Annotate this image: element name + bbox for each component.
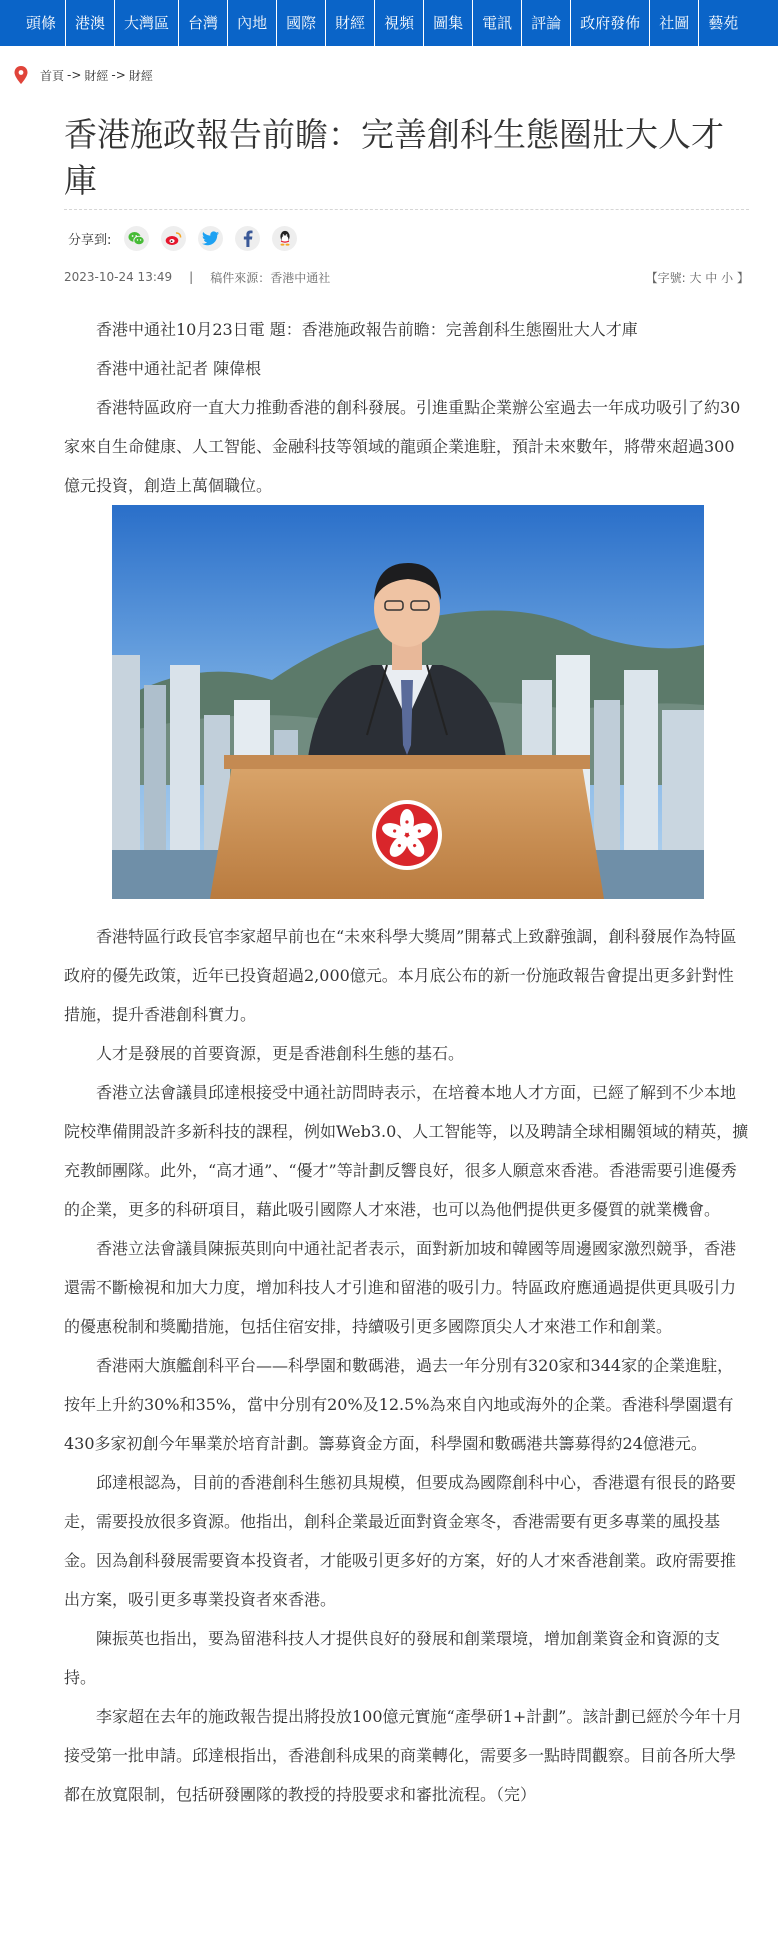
top-navigation xyxy=(0,0,778,46)
nav-item-video[interactable]: 視頻 xyxy=(375,0,424,46)
nav-item-greater-bay[interactable]: 大灣區 xyxy=(115,0,179,46)
facebook-icon[interactable] xyxy=(235,226,260,251)
nav-item-gallery[interactable]: 圖集 xyxy=(424,0,473,46)
share-bar xyxy=(68,224,309,252)
share-label: 分享到: xyxy=(68,232,112,248)
article-photo xyxy=(112,505,704,899)
breadcrumb-separator: -> xyxy=(67,68,82,82)
title-divider xyxy=(64,209,749,210)
qq-icon[interactable] xyxy=(272,226,297,251)
article-paragraph: 香港立法會議員邱達根接受中通社訪問時表示，在培養本地人才方面，已經了解到不少本地院校準備開設許多新科技的課程，例如Web3.0、人工智能等，以及聘請全球相關領域的精英，擴充教師團隊。此外，“高才通”、“優才”等計劃反響良好，很多人願意來香港。香港需要引進優秀的企業，更多的科研項目，藉此吸引國際人才來港，也可以為他們提供更多優質的就業機會。 xyxy=(64,1083,749,1219)
publish-date: 2023-10-24 13:49 xyxy=(64,270,173,284)
nav-item-opinion[interactable]: 評論 xyxy=(522,0,571,46)
nav-item-international[interactable]: 國際 xyxy=(277,0,326,46)
article-paragraph: 香港立法會議員陳振英則向中通社記者表示，面對新加坡和韓國等周邊國家激烈競爭，香港還需不斷檢視和加大力度，增加科技人才引進和留港的吸引力。特區政府應通過提供更具吸引力的優惠稅制和獎勵措施，包括住宿安排，持續吸引更多國際頂尖人才來港工作和創業。 xyxy=(64,1239,737,1336)
nav-item-gov-release[interactable]: 政府發佈 xyxy=(571,0,650,46)
font-size-small-button[interactable]: 小 xyxy=(721,270,734,285)
breadcrumb-home[interactable]: 首頁 xyxy=(40,68,65,83)
article-paragraph: 香港兩大旗艦創科平台——科學園和數碼港，過去一年分別有320家和344家的企業進駐，按年上升約30%和35%，當中分別有20%及12.5%為來自內地或海外的企業。香港科學園還有430多家初創今年畢業於培育計劃。籌募資金方面，科學園和數碼港共籌募得約24億港元。 xyxy=(64,1356,734,1453)
article-title: 香港施政報告前瞻：完善創科生態圈壯大人才庫 xyxy=(64,115,724,200)
twitter-icon[interactable] xyxy=(198,226,223,251)
article-paragraph: 李家超在去年的施政報告提出將投放100億元實施“產學研1+計劃”。該計劃已經於今年十月接受第一批申請。邱達根指出，香港創科成果的商業轉化，需要多一點時間觀察。目前各所大學都在放寬限制，包括研發團隊的教授的持股要求和審批流程。（完） xyxy=(64,1707,743,1804)
meta-separator: | xyxy=(189,270,194,284)
breadcrumb-current[interactable]: 財經 xyxy=(128,68,153,83)
article-paragraph: 香港中通社10月23日電 題：香港施政報告前瞻：完善創科生態圈壯大人才庫 xyxy=(96,320,638,339)
nav-item-hk-macau[interactable]: 港澳 xyxy=(66,0,115,46)
font-size-controls xyxy=(646,269,749,286)
font-size-label: 【字號: xyxy=(645,270,686,285)
breadcrumb-separator: -> xyxy=(111,68,126,82)
article-paragraph: 香港特區行政長官李家超早前也在“未來科學大獎周”開幕式上致辭強調，創科發展作為特區政府的優先政策，近年已投資超過2,000億元。本月底公布的新一份施政報告會提出更多針對性措施，提升香港創科實力。 xyxy=(64,927,737,1024)
font-size-large-button[interactable]: 大 xyxy=(689,270,702,285)
font-size-close: 】 xyxy=(736,270,749,285)
article-meta xyxy=(64,268,749,286)
breadcrumb xyxy=(14,64,153,86)
nav-item-arts[interactable]: 藝苑 xyxy=(708,14,739,32)
nav-item-wire[interactable]: 電訊 xyxy=(473,0,522,46)
article-paragraph: 邱達根認為，目前的香港創科生態初具規模，但要成為國際創科中心，香港還有很長的路要走，需要投放很多資源。他指出，創科企業最近面對資金寒冬，香港需要有更多專業的風投基金。因為創科發展需要資本投資者，才能吸引更多好的方案，好的人才來香港創業。政府需要推出方案，吸引更多專業投資者來香港。 xyxy=(64,1473,737,1609)
location-pin-icon xyxy=(14,66,28,84)
nav-item-taiwan[interactable]: 台灣 xyxy=(179,0,228,46)
article-paragraph: 人才是發展的首要資源，更是香港創科生態的基石。 xyxy=(96,1044,465,1063)
article-paragraph: 香港中通社記者 陳偉根 xyxy=(96,359,262,378)
wechat-icon[interactable] xyxy=(124,226,149,251)
font-size-medium-button[interactable]: 中 xyxy=(705,270,718,285)
article-paragraph: 香港特區政府一直大力推動香港的創科發展。引進重點企業辦公室過去一年成功吸引了約30家來自生命健康、人工智能、金融科技等領域的龍頭企業進駐，預計未來數年，將帶來超過300億元投資，創造上萬個職位。 xyxy=(64,398,741,495)
nav-item-finance[interactable]: 財經 xyxy=(326,0,375,46)
nav-item-headlines[interactable]: 頭條 xyxy=(17,0,66,46)
breadcrumb-section[interactable]: 財經 xyxy=(84,68,109,83)
nav-item-community[interactable]: 社圖 xyxy=(650,0,699,46)
article-source: 稿件來源：香港中通社 xyxy=(210,270,331,285)
weibo-icon[interactable] xyxy=(161,226,186,251)
article-paragraph: 陳振英也指出，要為留港科技人才提供良好的發展和創業環境，增加創業資金和資源的支持。 xyxy=(64,1629,721,1687)
nav-item-mainland[interactable]: 內地 xyxy=(228,0,277,46)
